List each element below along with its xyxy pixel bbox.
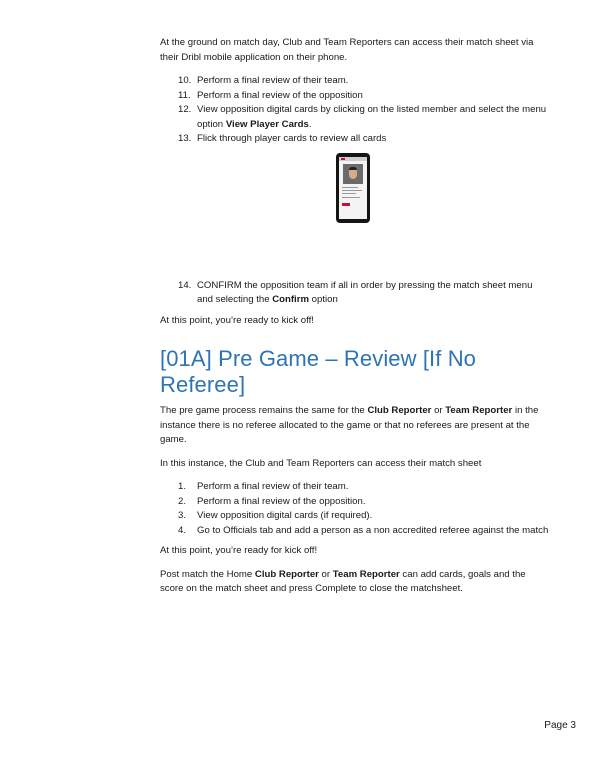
card-button xyxy=(342,203,350,206)
list-item-text: Perform a final review of the opposition. xyxy=(197,495,366,507)
list-item-text: View opposition digital cards (if required). xyxy=(197,510,373,521)
list-item xyxy=(160,103,550,132)
list-item xyxy=(160,279,550,308)
list-item-bold: View Player Cards xyxy=(225,118,309,130)
card-text-line xyxy=(342,190,362,191)
card-text-line xyxy=(342,187,358,188)
list-number: 4. xyxy=(178,524,187,536)
list-item-text: Flick through player cards to review all cards xyxy=(197,133,387,144)
bold-text-run: Club Reporter xyxy=(367,405,432,416)
phone-screen xyxy=(339,157,367,219)
post-match-paragraph xyxy=(160,568,550,597)
list-item xyxy=(160,495,550,510)
list-item-text: Perform a final review of their team. xyxy=(197,75,349,86)
confirm-step-list xyxy=(160,279,550,308)
list-item xyxy=(160,74,550,89)
list-number: 13. xyxy=(178,133,192,144)
page-number: Page 3 xyxy=(544,720,576,731)
list-number: 12. xyxy=(178,104,192,115)
bold-text-run: Team Reporter xyxy=(445,405,513,416)
phone-image-area xyxy=(160,153,550,265)
list-number: 1. xyxy=(178,481,187,492)
list-item-text: Perform a final review of their team. xyxy=(197,481,349,492)
text-run: The pre game process remains the same for the xyxy=(160,405,368,416)
text-run: or xyxy=(431,405,446,416)
list-item xyxy=(160,132,550,147)
player-photo xyxy=(343,164,363,184)
player-hair xyxy=(349,167,357,170)
phone-screenshot-icon xyxy=(336,153,370,223)
list-item-text: CONFIRM the opposition team if all in order by pressing the match sheet menu and selecting the xyxy=(197,279,533,305)
section-heading: [01A] Pre Game – Review [If No Referee] xyxy=(160,346,477,397)
list-item-bold: Confirm xyxy=(272,294,309,305)
card-text-line xyxy=(342,197,360,198)
list-number: 2. xyxy=(178,495,187,507)
bold-text-run: Club Reporter xyxy=(254,568,319,580)
kickoff-paragraph: At this point, you’re ready to kick off! xyxy=(160,314,314,326)
text-run: can add cards, goals and the score on the match sheet and press Complete to close the matchsheet. xyxy=(160,568,526,594)
text-run: Post match the Home xyxy=(160,568,255,580)
list-number: 11. xyxy=(178,89,191,101)
page-content xyxy=(160,36,550,606)
text-run: in the instance there is no referee allocated to the game or that no referees are present at the game. xyxy=(160,405,539,445)
no-referee-steps-list xyxy=(160,480,550,538)
list-item-text: Perform a final review of the opposition xyxy=(197,89,363,101)
list-number: 10. xyxy=(178,75,192,86)
section-paragraph-1 xyxy=(160,404,550,448)
list-number: 14. xyxy=(178,279,192,291)
text-run: or xyxy=(318,568,333,580)
card-text-line xyxy=(342,193,356,194)
list-item-text: Go to Officials tab and add a person as a non accredited referee against the match xyxy=(197,524,549,536)
app-logo-icon xyxy=(341,158,345,160)
list-item-text: View opposition digital cards by clicking on the listed member and select the menu option xyxy=(197,104,547,130)
review-steps-list xyxy=(160,74,550,147)
intro-paragraph: At the ground on match day, Club and Team Reporters can access their match sheet via their Dribl mobile application on their phone. xyxy=(160,37,534,63)
section-paragraph-2: In this instance, the Club and Team Reporters can access their match sheet xyxy=(160,457,482,469)
list-item-after: option xyxy=(309,294,338,305)
list-item xyxy=(160,89,550,104)
list-item xyxy=(160,524,550,539)
kickoff-paragraph-2: At this point, you’re ready for kick off! xyxy=(160,545,318,556)
list-item-after: . xyxy=(308,118,312,130)
list-number: 3. xyxy=(178,510,187,521)
list-item xyxy=(160,509,550,524)
list-item xyxy=(160,480,550,495)
bold-text-run: Team Reporter xyxy=(332,568,400,580)
